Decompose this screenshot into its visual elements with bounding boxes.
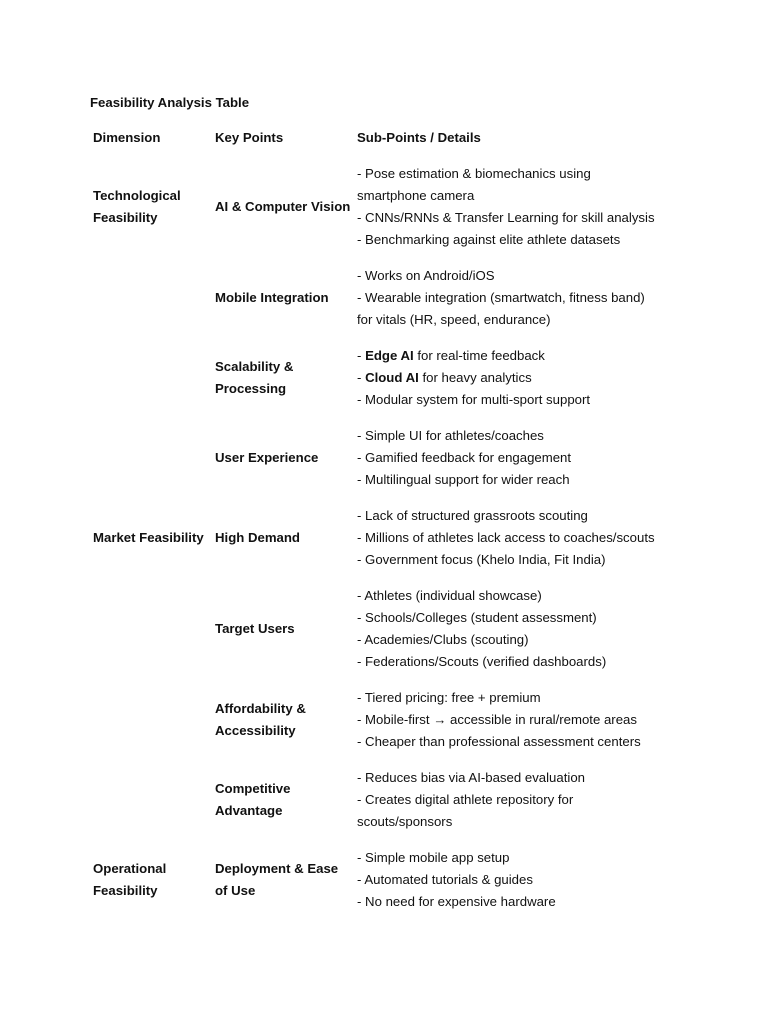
table-row: [0, 163, 768, 251]
detail-line: - Gamified feedback for engagement: [357, 450, 572, 465]
detail-line: - Lack of structured grassroots scouting: [357, 508, 588, 523]
details-cell: [357, 425, 687, 491]
detail-line: - Reduces bias via AI-based evaluation: [357, 770, 585, 785]
header-dimension: Dimension: [93, 130, 161, 145]
table-row: [0, 265, 768, 331]
key-point-cell: Deployment & Ease of Use: [215, 861, 339, 898]
detail-line: scouts/sponsors: [357, 814, 453, 829]
details-cell: [357, 505, 687, 571]
detail-line: - Automated tutorials & guides: [357, 872, 533, 887]
detail-line: - Creates digital athlete repository for: [357, 792, 574, 807]
table-row: [0, 345, 768, 411]
key-point-cell: AI & Computer Vision: [215, 199, 351, 214]
table-header: [0, 127, 768, 149]
key-point-cell: Affordability & Accessibility: [215, 701, 306, 738]
detail-line: - Athletes (individual showcase): [357, 588, 542, 603]
detail-line: - Works on Android/iOS: [357, 268, 495, 283]
detail-line: - Simple UI for athletes/coaches: [357, 428, 544, 443]
page-title: Feasibility Analysis Table: [90, 95, 250, 110]
table-row: [0, 767, 768, 833]
table-row: [0, 687, 768, 753]
key-point-cell: User Experience: [215, 450, 319, 465]
detail-emphasis: Edge AI: [365, 348, 414, 363]
detail-line: for vitals (HR, speed, endurance): [357, 312, 551, 327]
detail-line: - Modular system for multi-sport support: [357, 392, 591, 407]
detail-line: - Benchmarking against elite athlete datasets: [357, 232, 621, 247]
detail-line: - Tiered pricing: free + premium: [357, 690, 541, 705]
detail-line: - Cheaper than professional assessment centers: [357, 734, 641, 749]
dimension-cell: [93, 687, 211, 753]
detail-line: smartphone camera: [357, 188, 475, 203]
details-cell: [357, 585, 687, 673]
detail-line: - Millions of athletes lack access to coaches/scouts: [357, 530, 655, 545]
table-row: [0, 585, 768, 673]
dimension-cell: [93, 425, 211, 491]
dimension-cell: Market Feasibility: [93, 530, 204, 545]
detail-line: - Edge AI for real-time feedback: [357, 348, 545, 363]
detail-line: - CNNs/RNNs & Transfer Learning for skill analysis: [357, 210, 655, 225]
details-cell: [357, 265, 687, 331]
key-point-cell: Scalability & Processing: [215, 359, 294, 396]
table-row: [0, 847, 768, 913]
dimension-cell: [93, 767, 211, 833]
detail-line: - Academies/Clubs (scouting): [357, 632, 529, 647]
header-key-points: Key Points: [215, 130, 284, 145]
details-cell: [357, 687, 687, 753]
detail-line: - Multilingual support for wider reach: [357, 472, 570, 487]
detail-line: - No need for expensive hardware: [357, 894, 556, 909]
detail-line: - Federations/Scouts (verified dashboards): [357, 654, 607, 669]
table-row: [0, 505, 768, 571]
key-point-cell: Mobile Integration: [215, 290, 329, 305]
detail-line: - Government focus (Khelo India, Fit India): [357, 552, 606, 567]
detail-line: - Cloud AI for heavy analytics: [357, 370, 532, 385]
header-details: Sub-Points / Details: [357, 130, 481, 145]
details-cell: [357, 847, 687, 913]
details-cell: [357, 345, 687, 411]
detail-line: - Schools/Colleges (student assessment): [357, 610, 597, 625]
dimension-cell: [93, 585, 211, 673]
detail-line: - Simple mobile app setup: [357, 850, 510, 865]
detail-emphasis: Cloud AI: [365, 370, 419, 385]
detail-line: - Mobile-first → accessible in rural/remote areas: [357, 712, 637, 727]
detail-line: - Pose estimation & biomechanics using: [357, 166, 591, 181]
details-cell: [357, 767, 687, 833]
table-row: [0, 425, 768, 491]
key-point-cell: Competitive Advantage: [215, 781, 291, 818]
details-cell: [357, 163, 687, 251]
detail-line: - Wearable integration (smartwatch, fitness band): [357, 290, 645, 305]
key-point-cell: Target Users: [215, 621, 295, 636]
dimension-cell: Technological Feasibility: [93, 188, 181, 225]
dimension-cell: [93, 265, 211, 331]
dimension-cell: Operational Feasibility: [93, 861, 167, 898]
key-point-cell: High Demand: [215, 530, 300, 545]
dimension-cell: [93, 345, 211, 411]
